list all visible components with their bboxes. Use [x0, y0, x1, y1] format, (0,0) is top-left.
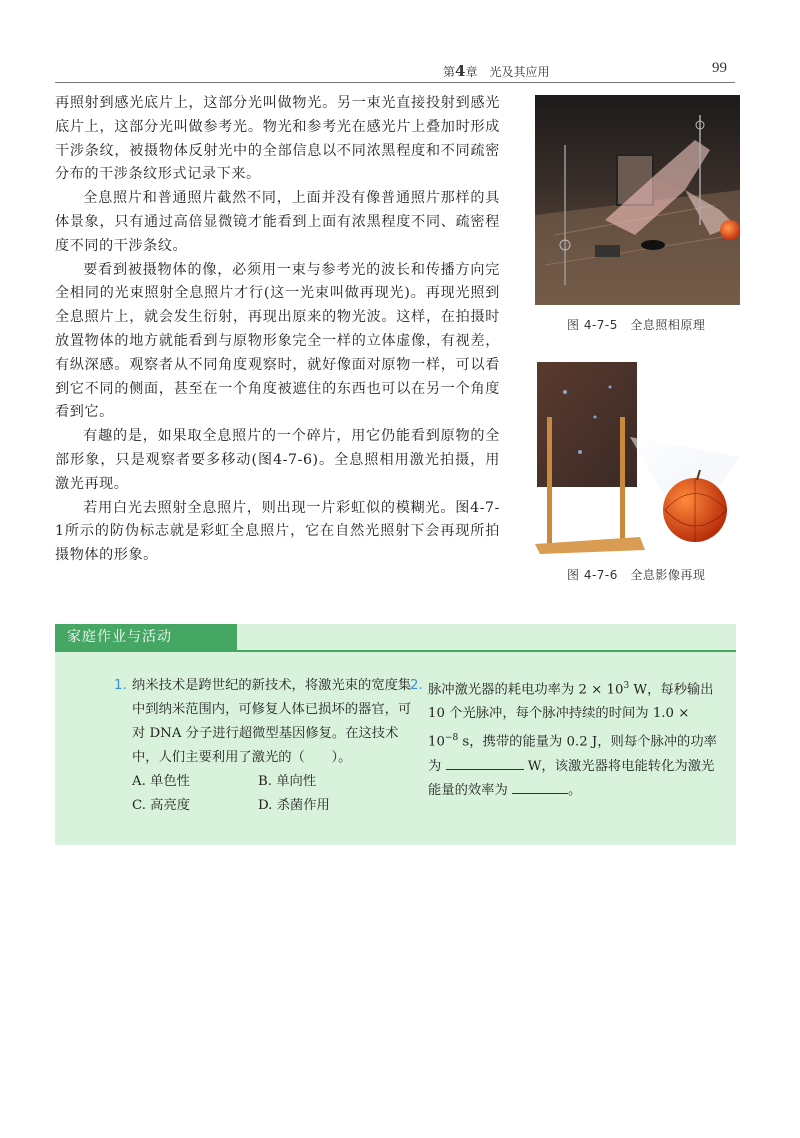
option-c: C. 高亮度	[132, 798, 191, 813]
paragraph: 若用白光去照射全息照片，则出现一片彩虹似的模糊光。图4-7-1所示的防伪标志就是彩虹全息照片，它在自然光照射下会再现所拍摄物体的形象。	[55, 499, 500, 564]
exponent: −8	[444, 733, 459, 744]
option-a: A. 单色性	[132, 774, 190, 789]
paragraph: 再照射到感光底片上，这部分光叫做物光。另一束光直接投射到感光底片上，这部分光叫做参考光。物光和参考光在感光片上叠加时形成干涉条纹，被摄物体反射光中的全部信息以不同浓黑程度和不同疏密分布的干涉条纹形式记录下来。	[55, 95, 500, 183]
chapter-number: 4	[455, 62, 466, 80]
question-number: 1.	[114, 678, 127, 693]
figure-caption: 图 4-7-6 全息影像再现	[567, 568, 706, 582]
paragraph: 要看到被摄物体的像，必须用一束与参考光的波长和传播方向完全相同的光束照射全息照片才行(这一光束叫做再现光)。再现光照到全息照片上，就会发生衍射，再现出原来的物光波。这样，在拍摄时放置物体的地方就能看到与原物形象完全一样的立体虚像，有视差，有纵深感。观察者从不同角度观察时，就好像面对原物一样，可以看到它不同的侧面，甚至在一个角度被遮住的东西也可以在另一个角度看到它。	[55, 261, 500, 421]
question-number: 2.	[410, 678, 423, 693]
holography-setup-illustration	[535, 95, 740, 305]
hologram-reconstruction-illustration	[535, 362, 740, 554]
question-text-part: 脉冲激光器的耗电功率为 2 × 10	[428, 682, 624, 698]
exponent: 3	[623, 681, 630, 691]
question-text-part: W，该激光器将电能转化为激光能量的效率为	[428, 758, 715, 798]
question-text	[428, 674, 718, 803]
options-list	[132, 770, 412, 818]
paragraph: 有趣的是，如果取全息照片的一个碎片，用它仍能看到原物的全部形象，只是观察者要多移动(图4-7-6)。全息照相用激光拍摄，用激光再现。	[55, 428, 500, 492]
running-header	[55, 60, 735, 83]
answer-blank-efficiency[interactable]	[512, 779, 568, 794]
chapter-prefix: 第	[443, 65, 456, 79]
hologram-reconstruction-image	[535, 362, 740, 554]
chapter-label	[443, 62, 550, 80]
chapter-suffix: 章	[465, 65, 478, 79]
page-number: 99	[712, 60, 727, 76]
question-2	[410, 674, 718, 803]
question-text-part: 。	[568, 782, 582, 798]
option-b: B. 单向性	[258, 774, 317, 789]
body-text	[55, 92, 500, 568]
question-text-part: W，每秒输出 10 个光脉冲，每个脉冲持续的时间为 1.0 × 10	[428, 682, 714, 750]
chapter-title: 光及其应用	[489, 65, 550, 79]
answer-blank-power[interactable]	[446, 755, 524, 770]
activity-divider	[55, 650, 736, 652]
question-text: 纳米技术是跨世纪的新技术，将激光束的宽度集中到纳米范围内，可修复人体已损坏的器官，可对 DNA 分子进行超微型基因修复。在这技术中，人们主要利用了激光的（ ）。	[132, 678, 412, 765]
paragraph: 全息照片和普通照片截然不同，上面并没有像普通照片那样的具体景象，只有通过高倍显微镜才能看到上面有浓黑程度不同、疏密程度不同的干涉条纹。	[55, 190, 500, 254]
question-text-part: s，携带的能量为 0.2 J，则每个脉冲的功率为	[428, 734, 717, 774]
activity-title: 家庭作业与活动	[55, 624, 237, 650]
holography-setup-image	[535, 95, 740, 305]
question-1	[114, 674, 422, 813]
option-d: D. 杀菌作用	[258, 798, 330, 813]
figure-caption: 图 4-7-5 全息照相原理	[567, 318, 706, 332]
homework-activity-box	[55, 624, 736, 845]
